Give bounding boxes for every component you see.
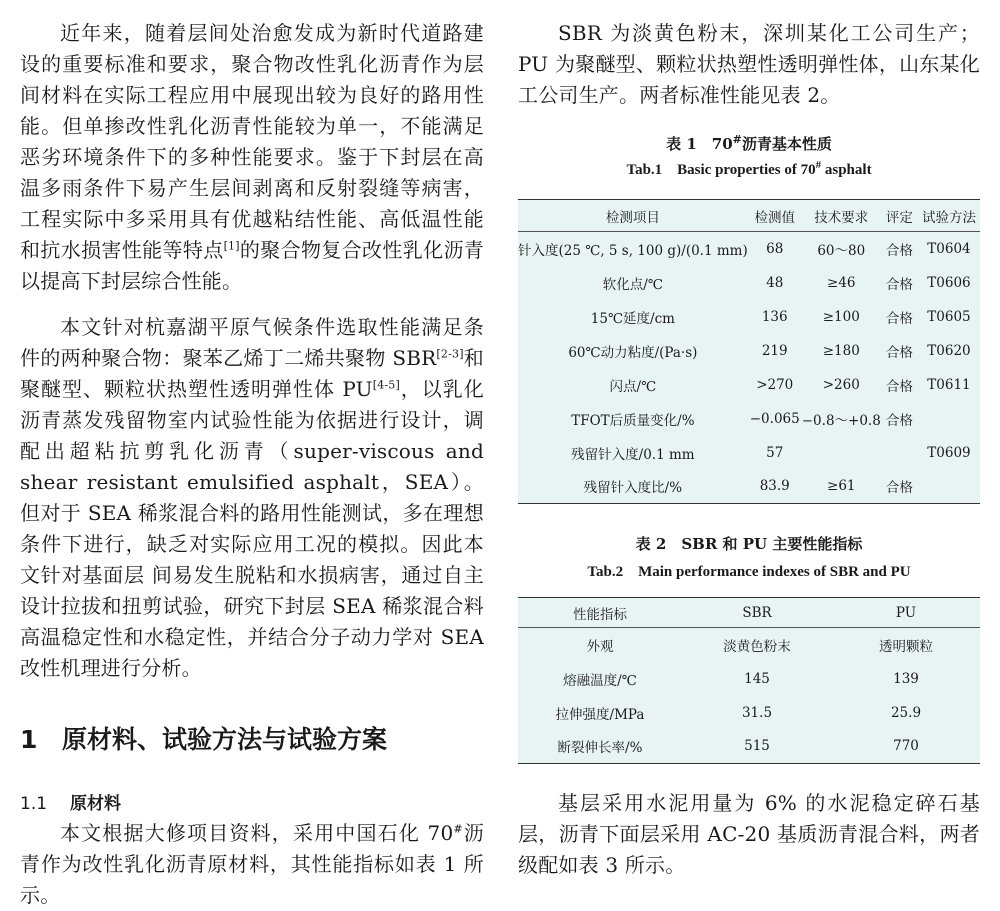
table2-caption-en: Tab.2 Main performance indexes of SBR and PU xyxy=(587,564,911,580)
intro-paragraph xyxy=(20,18,484,297)
table-cell: T0605 xyxy=(927,308,971,325)
table-cell: 25.9 xyxy=(890,704,922,721)
table2-caption-zh: 表 2 SBR 和 PU 主要性能指标 xyxy=(635,535,863,553)
table-cell: 15℃延度/cm xyxy=(590,310,675,327)
table-cell: 145 xyxy=(744,670,770,687)
table2-header-row xyxy=(518,598,980,628)
table-row xyxy=(518,730,980,764)
table-cell: 闪点/℃ xyxy=(609,378,657,395)
table-cell: 外观 xyxy=(586,638,614,655)
table-cell: T0604 xyxy=(927,240,971,257)
table-cell: 软化点/℃ xyxy=(602,276,663,293)
table1-caption-en xyxy=(518,159,980,181)
section-title: 原材料、试验方法与试验方案 xyxy=(62,725,388,754)
table1-caption-zh xyxy=(518,133,980,155)
table-cell: T0620 xyxy=(927,342,971,359)
table-cell: −0.065 xyxy=(749,410,800,427)
section-number: 1 xyxy=(20,725,38,754)
table-cell: 熔融温度/℃ xyxy=(563,672,637,689)
table-cell: 68 xyxy=(766,240,784,257)
table-cell: 残留针入度比/% xyxy=(583,480,683,497)
table-cell: 合格 xyxy=(885,276,913,293)
table1-header-row xyxy=(518,200,980,232)
table-cell: 57 xyxy=(766,444,784,461)
materials-paragraph xyxy=(20,818,484,911)
table2-polymer-performance xyxy=(518,597,980,764)
table-cell: 断裂伸长率/% xyxy=(557,740,643,757)
table-cell: 合格 xyxy=(885,310,913,327)
citation-ref: [4-5] xyxy=(372,378,400,392)
table-cell: 合格 xyxy=(885,480,913,497)
method-text-b: 和聚醚型、颗粒状热塑性透明弹性体 PU xyxy=(20,346,485,401)
table-cell: 合格 xyxy=(885,412,913,429)
table-cell: 515 xyxy=(744,738,770,755)
table-cell: T0609 xyxy=(927,444,971,461)
caption-superscript: # xyxy=(815,159,822,171)
materials-text-b: 沥青作为改性乳化沥青原材料，其性能指标如表 1 所示。 xyxy=(20,821,485,907)
table-cell: ≥100 xyxy=(822,308,860,325)
materials-text-a: 本文根据大修项目资料，采用中国石化 70 xyxy=(60,821,454,845)
table-cell: −0.8～+0.8 xyxy=(801,412,881,429)
base-layer-paragraph: 基层采用水泥用量为 6% 的水泥稳定碎石基层，沥青下面层采用 AC-20 基质沥青混合料，两者级配如表 3 所示。 xyxy=(518,791,980,877)
table1-header-cell: 试验方法 xyxy=(921,209,976,226)
table-cell: 针入度(25 ℃, 5 s, 100 g)/(0.1 mm) xyxy=(518,242,748,259)
table-row xyxy=(518,436,980,470)
table-cell: 拉伸强度/MPa xyxy=(555,706,645,723)
grade-superscript: # xyxy=(453,822,463,836)
method-text-a: 本文针对杭嘉湖平原气候条件选取性能满足条件的两种聚合物：聚苯乙烯丁二烯共聚物 SBR xyxy=(20,315,484,370)
table2-header-cell: SBR xyxy=(742,604,772,621)
section-heading xyxy=(20,723,484,757)
table-cell: ≥180 xyxy=(822,342,860,359)
table-cell xyxy=(802,436,881,470)
table1-header-cell: 技术要求 xyxy=(814,209,869,226)
table-row xyxy=(518,334,980,368)
table-row xyxy=(518,266,980,300)
method-paragraph xyxy=(20,312,484,684)
table1-header-cell: 检测项目 xyxy=(605,209,660,226)
table-row xyxy=(518,470,980,504)
table-row xyxy=(518,232,980,266)
table-cell: 48 xyxy=(766,274,784,291)
table-cell xyxy=(881,436,918,470)
table-cell: 合格 xyxy=(885,242,913,259)
table-cell: 770 xyxy=(893,738,919,755)
table-cell xyxy=(918,402,980,436)
table-cell: 31.5 xyxy=(741,704,773,721)
table-cell: 淡黄色粉末 xyxy=(723,638,791,655)
table-cell xyxy=(918,470,980,504)
table-row xyxy=(518,696,980,730)
table-row xyxy=(518,368,980,402)
caption-text: 沥青基本性质 xyxy=(741,135,832,153)
polymer-paragraph: SBR 为淡黄色粉末，深圳某化工公司生产；PU 为聚醚型、颗粒状热塑性透明弹性体，山东某化工公司生产。两者标准性能见表 2。 xyxy=(518,21,980,107)
table-row xyxy=(518,628,980,662)
table2-header-cell: PU xyxy=(895,604,917,621)
table-cell: >270 xyxy=(756,376,794,393)
table-row xyxy=(518,300,980,334)
table-cell: ≥46 xyxy=(827,274,856,291)
table-cell: >260 xyxy=(822,376,860,393)
table-cell: TFOT后质量变化/% xyxy=(571,412,695,429)
citation-ref: [2-3] xyxy=(436,347,464,361)
table1-asphalt-properties xyxy=(518,199,980,504)
table1-header-cell: 检测值 xyxy=(754,209,795,226)
table-row xyxy=(518,662,980,696)
table-cell: 60～80 xyxy=(817,242,866,259)
table1-header-cell: 评定 xyxy=(885,209,913,226)
method-text-c: ，以乳化沥青蒸发残留物室内试验性能为依据进行设计，调配出超粘抗剪乳化沥青（super-viscous and shear resistant emulsified asphalt，SEA）。但对于 SEA 稀浆混合料的路用性能测试，多在理想条件下进行，缺乏对实际应用工况的模拟。因此本文针对基面层 间易发生脱粘和水损病害，通过自主设计拉拔和扭剪试验，研究下封层 SEA 稀浆混合料高温稳定性和水稳定性，并结合分子动力学对 SEA 改性机理进行分析。 xyxy=(20,377,484,680)
subsection-title: 原材料 xyxy=(70,794,121,814)
caption-text: Tab.1 Basic properties of 70 xyxy=(626,162,816,178)
table-cell: 合格 xyxy=(885,378,913,395)
caption-text: asphalt xyxy=(821,162,872,178)
table-cell: 139 xyxy=(893,670,919,687)
intro-text-end: 的聚合物复合改性乳化沥青以提高下封层综合性能。 xyxy=(20,238,485,293)
table-cell: 83.9 xyxy=(759,478,790,495)
table-cell: 219 xyxy=(761,342,788,359)
table-cell: 136 xyxy=(761,308,788,325)
table-row xyxy=(518,402,980,436)
table2-header-cell: 性能指标 xyxy=(573,606,627,623)
table-cell: 60℃动力粘度/(Pa·s) xyxy=(568,344,698,361)
table-cell: T0606 xyxy=(927,274,971,291)
caption-superscript: # xyxy=(732,133,742,146)
caption-text: 表 1 70 xyxy=(666,135,733,153)
table-cell: 残留针入度/0.1 mm xyxy=(571,446,695,463)
intro-text: 近年来，随着层间处治愈发成为新时代道路建设的重要标准和要求，聚合物改性乳化沥青作为层间材料在实际工程应用中展现出较为良好的路用性能。但单掺改性乳化沥青性能较为单一，不能满足恶劣环境条件下的多种性能要求。鉴于下封层在高温多雨条件下易产生层间剥离和反射裂缝等病害，工程实际中多采用具有优越粘结性能、高低温性能和抗水损害性能等特点 xyxy=(20,21,484,262)
table-cell: T0611 xyxy=(927,376,971,393)
subsection-number: 1.1 xyxy=(20,794,48,814)
table-cell: ≥61 xyxy=(827,478,856,495)
subsection-heading xyxy=(20,791,484,817)
citation-ref: [1] xyxy=(223,239,240,253)
table-cell: 透明颗粒 xyxy=(879,638,933,655)
table-cell: 合格 xyxy=(885,344,913,361)
